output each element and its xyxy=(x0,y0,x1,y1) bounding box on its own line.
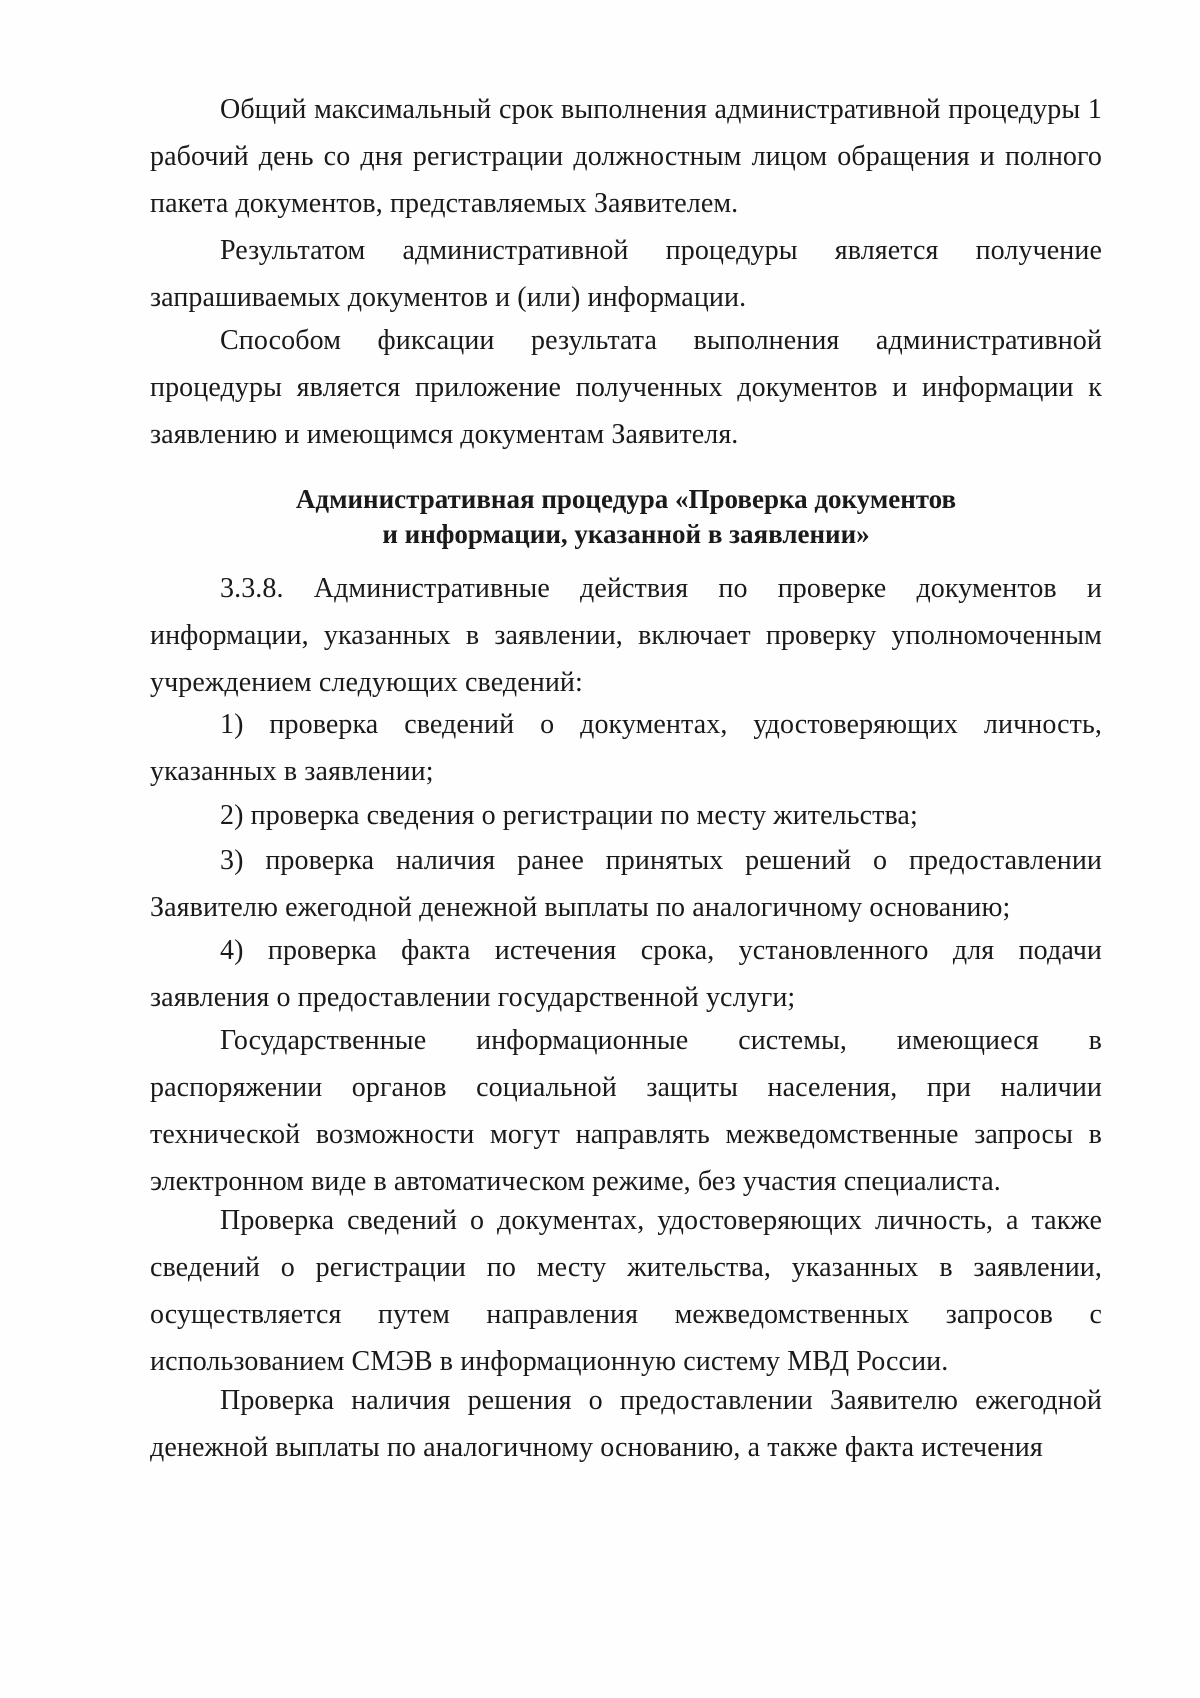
section-heading xyxy=(150,482,1102,552)
paragraph-fixation-method: Способом фиксации результата выполнения административной процедуры является приложение полученных документов и информации к заявлению и имеющимся документам Заявителя. xyxy=(150,325,1102,450)
section-heading-line-2: и информации, указанной в заявлении» xyxy=(382,519,870,549)
list-item-3: 3) проверка наличия ранее принятых решений о предоставлении Заявителю ежегодной денежной выплаты по аналогичному основанию; xyxy=(150,845,1102,923)
list-item-1: 1) проверка сведений о документах, удостоверяющих личность, указанных в заявлении; xyxy=(150,709,1102,787)
paragraph-decision-check: Проверка наличия решения о предоставлении Заявителю ежегодной денежной выплаты по аналогичному основанию, а также факта истечения xyxy=(150,1385,1102,1463)
paragraph-3-3-8: 3.3.8. Административные действия по проверке документов и информации, указанных в заявлении, включает проверку уполномоченным учреждением следующих сведений: xyxy=(150,573,1102,698)
paragraph-result: Результатом административной процедуры является получение запрашиваемых документов и (или) информации. xyxy=(150,235,1102,313)
list-item-4: 4) проверка факта истечения срока, установленного для подачи заявления о предоставлении государственной услуги; xyxy=(150,935,1102,1013)
paragraph-information-systems: Государственные информационные системы, имеющиеся в распоряжении органов социальной защиты населения, при наличии технической возможности могут направлять межведомственные запросы в электронном виде в автоматическом режиме, без участия специалиста. xyxy=(150,1025,1102,1197)
paragraph-identity-check: Проверка сведений о документах, удостоверяющих личность, а также сведений о регистрации по месту жительства, указанных в заявлении, осуществляется путем направления межведомственных запросов с использованием СМЭВ в информационную систему МВД России. xyxy=(150,1205,1102,1377)
list-item-2: 2) проверка сведения о регистрации по месту жительства; xyxy=(220,800,918,831)
section-heading-line-1: Административная процедура «Проверка документов xyxy=(295,484,957,514)
paragraph-max-term: Общий максимальный срок выполнения административной процедуры 1 рабочий день со дня регистрации должностным лицом обращения и полного пакета документов, представляемых Заявителем. xyxy=(150,94,1102,219)
